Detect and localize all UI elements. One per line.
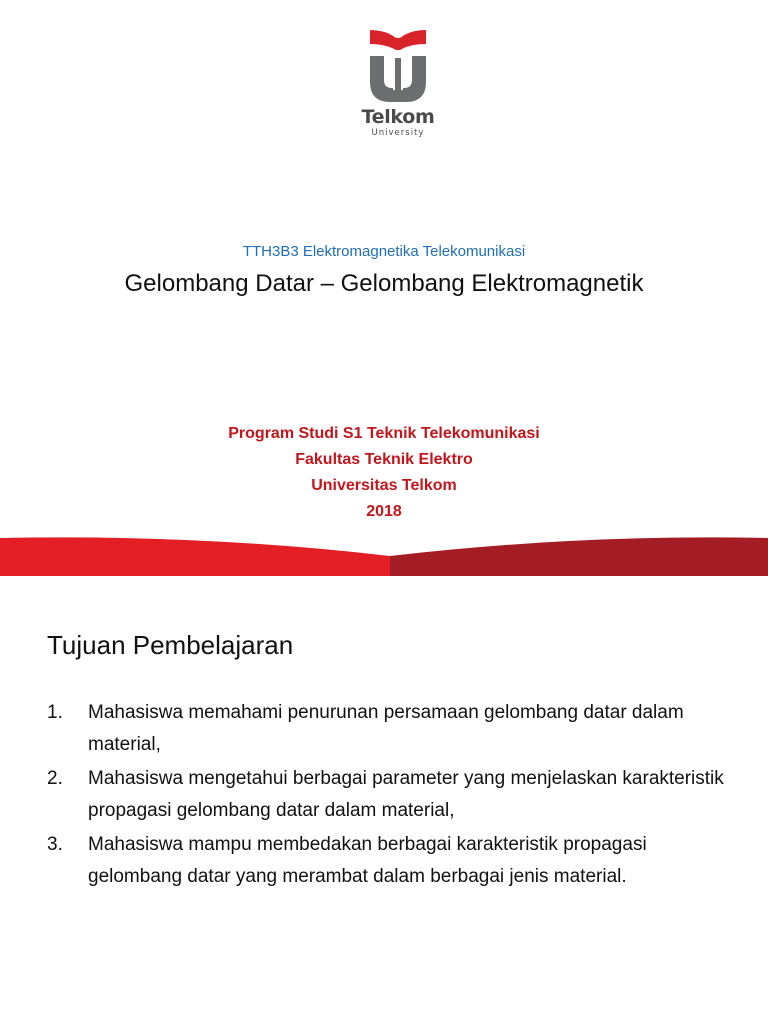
objectives-slide [0,579,768,1024]
info-line-year: 2018 [366,503,402,520]
info-line-program: Program Studi S1 Teknik Telekomunikasi [228,425,540,442]
slide-title: Gelombang Datar – Gelombang Elektromagnetik [124,270,644,297]
list-item [47,829,737,893]
objectives-list [47,697,737,895]
list-item-text: Mahasiswa mengetahui berbagai parameter yang menjelaskan karakteristik propagasi gelombang datar dalam material, [88,768,724,821]
list-item [47,763,737,827]
section-heading: Tujuan Pembelajaran [47,630,294,660]
list-item-text: Mahasiswa memahami penurunan persamaan gelombang datar dalam material, [88,702,684,755]
program-info [0,421,768,525]
list-item-number: 1. [47,702,63,723]
info-line-university: Universitas Telkom [311,477,457,494]
info-line-faculty: Fakultas Teknik Elektro [295,451,473,468]
telkom-logo-mark-icon [356,24,440,106]
telkom-university-logo [356,24,440,144]
logo-wordmark: Telkom [361,106,435,128]
list-item-number: 3. [47,834,63,855]
list-item [47,697,737,761]
red-ribbon-decoration [0,526,768,578]
logo-submark: University [371,128,425,138]
course-code: TTH3B3 Elektromagnetika Telekomunikasi [242,243,526,260]
list-item-number: 2. [47,768,63,789]
list-item-text: Mahasiswa mampu membedakan berbagai karakteristik propagasi gelombang datar yang merambat dalam berbagai jenis material. [88,834,647,887]
